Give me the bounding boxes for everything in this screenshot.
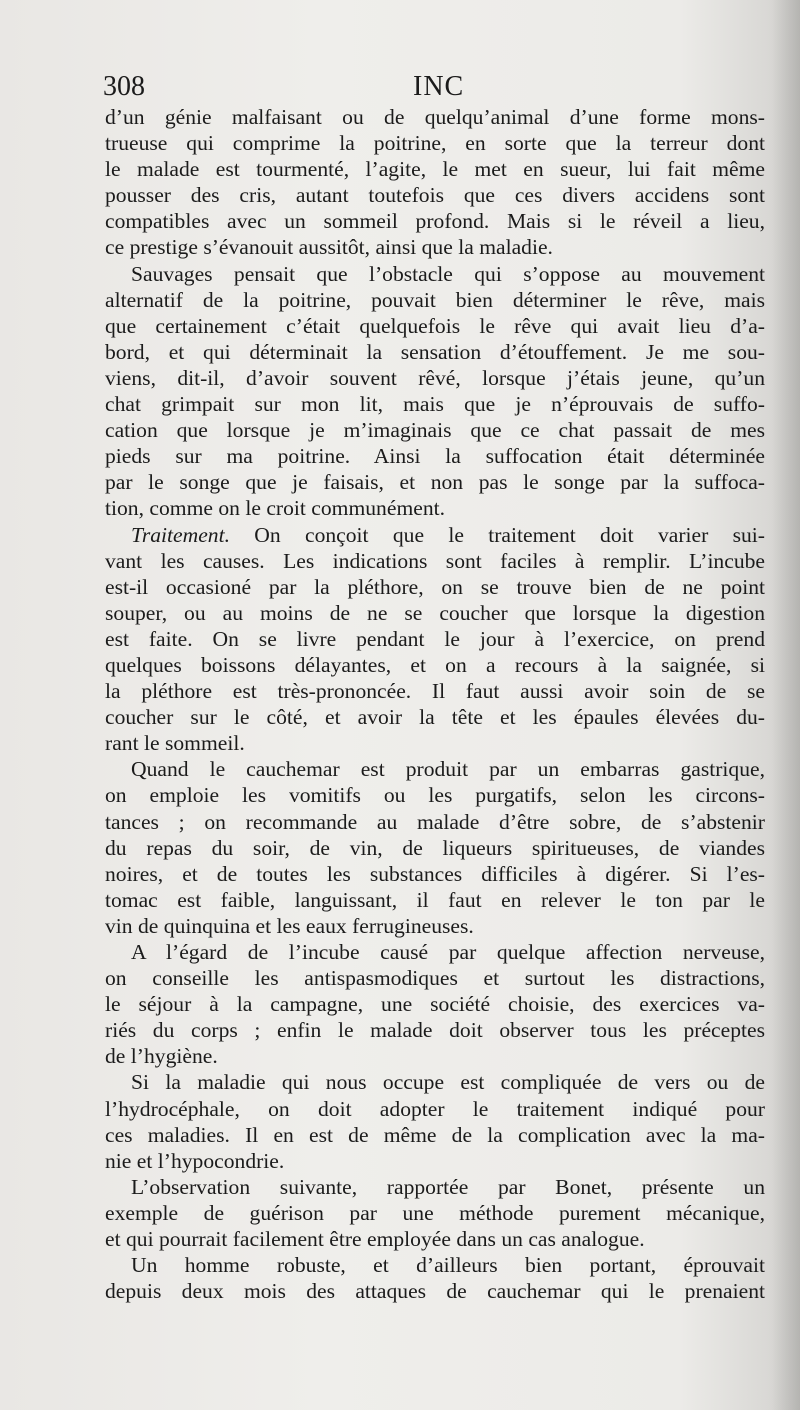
text-line: coucher sur le côté, et avoir la tête et les épaules élevées du- bbox=[105, 705, 765, 730]
text-line: ces maladies. Il en est de même de la complication avec la ma- bbox=[105, 1122, 765, 1147]
text-line: tion, comme on le croit communément. bbox=[105, 496, 446, 521]
text-line: tomac est faible, languissant, il faut en relever le ton par le bbox=[105, 887, 765, 912]
text-line: noires, et de toutes les substances difficiles à digérer. Si l’es- bbox=[105, 861, 765, 886]
text-line: on conseille les antispasmodiques et surtout les distractions, bbox=[105, 966, 765, 991]
text-line: ce prestige s’évanouit aussitôt, ainsi que la maladie. bbox=[105, 235, 553, 260]
text-line: pousser des cris, autant toutefois que ces divers accidens sont bbox=[105, 183, 765, 208]
text-line: depuis deux mois des attaques de cauchemar qui le prenaient bbox=[105, 1279, 765, 1304]
text-line: est faite. On se livre pendant le jour à l’exercice, on prend bbox=[105, 626, 765, 651]
text-line: pieds sur ma poitrine. Ainsi la suffocation était déterminée bbox=[105, 444, 765, 469]
text-line: Un homme robuste, et d’ailleurs bien portant, éprouvait bbox=[131, 1253, 765, 1278]
text-line: Sauvages pensait que l’obstacle qui s’oppose au mouvement bbox=[131, 261, 765, 286]
section-heading-traitement: Traitement. bbox=[131, 522, 230, 547]
text-line: la pléthore est très-prononcée. Il faut aussi avoir soin de se bbox=[105, 679, 765, 704]
text-line: cation que lorsque je m’imaginais que ce chat passait de mes bbox=[105, 418, 765, 443]
text-line: viens, dit-il, d’avoir souvent rêvé, lorsque j’étais jeune, qu’un bbox=[105, 365, 765, 390]
text-line: exemple de guérison par une méthode purement mécanique, bbox=[105, 1200, 765, 1225]
text-line: A l’égard de l’incube causé par quelque affection nerveuse, bbox=[131, 940, 765, 964]
text-line: chat grimpait sur mon lit, mais que je n’éprouvais de suffo- bbox=[105, 392, 765, 417]
page-number: 308 bbox=[103, 71, 145, 102]
text-line: et qui pourrait facilement être employée dans un cas analogue. bbox=[105, 1227, 645, 1252]
text-line: L’observation suivante, rapportée par Bonet, présente un bbox=[131, 1174, 765, 1199]
text-line: par le songe que je faisais, et non pas le songe par la suffoca- bbox=[105, 470, 765, 495]
text-line: tances ; on recommande au malade d’être sobre, de s’abstenir bbox=[105, 809, 765, 834]
text-line: rant le sommeil. bbox=[105, 731, 245, 756]
text-line: l’hydrocéphale, on doit adopter le traitement indiqué pour bbox=[105, 1096, 765, 1121]
text-line: on emploie les vomitifs ou les purgatifs, selon les circons- bbox=[105, 783, 765, 808]
text-line: souper, ou au moins de ne se coucher que lorsque la digestion bbox=[105, 600, 765, 625]
text-line: que certainement c’était quelquefois le rêve qui avait lieu d’a- bbox=[105, 313, 765, 338]
text-line: riés du corps ; enfin le malade doit observer tous les préceptes bbox=[105, 1018, 765, 1043]
text-line: est-il occasioné par la pléthore, on se trouve bien de ne point bbox=[105, 574, 765, 599]
running-head bbox=[103, 70, 763, 104]
body-text bbox=[105, 104, 765, 1304]
text-line: trueuse qui comprime la poitrine, en sorte que la terreur dont bbox=[105, 131, 765, 156]
text-line: alternatif de la poitrine, pouvait bien déterminer le rêve, mais bbox=[105, 287, 765, 312]
text-line: le malade est tourmenté, l’agite, le met en sueur, lui fait même bbox=[105, 157, 765, 182]
text-line: vin de quinquina et les eaux ferrugineuses. bbox=[105, 913, 474, 938]
text-line-continuation: On conçoit que le traitement doit varier sui- bbox=[229, 522, 765, 547]
text-line: Quand le cauchemar est produit par un embarras gastrique, bbox=[131, 757, 765, 782]
text-line: le séjour à la campagne, une société choisie, des exercices va- bbox=[105, 992, 765, 1017]
running-title: INC bbox=[413, 71, 465, 102]
text-line: quelques boissons délayantes, et on a recours à la saignée, si bbox=[105, 652, 765, 677]
text-line: vant les causes. Les indications sont faciles à remplir. L’incube bbox=[105, 548, 765, 573]
page-edge-shadow bbox=[772, 0, 800, 1410]
text-line bbox=[105, 522, 765, 548]
text-line: compatibles avec un sommeil profond. Mais si le réveil a lieu, bbox=[105, 209, 765, 234]
text-line: bord, et qui déterminait la sensation d’étouffement. Je me sou- bbox=[105, 339, 765, 364]
text-line: d’un génie malfaisant ou de quelqu’animal d’une forme mons- bbox=[105, 105, 765, 129]
text-line: nie et l’hypocondrie. bbox=[105, 1148, 285, 1173]
text-line: Si la maladie qui nous occupe est compliquée de vers ou de bbox=[131, 1070, 765, 1095]
text-line: de l’hygiène. bbox=[105, 1044, 218, 1069]
text-line: du repas du soir, de vin, de liqueurs spiritueuses, de viandes bbox=[105, 835, 765, 860]
